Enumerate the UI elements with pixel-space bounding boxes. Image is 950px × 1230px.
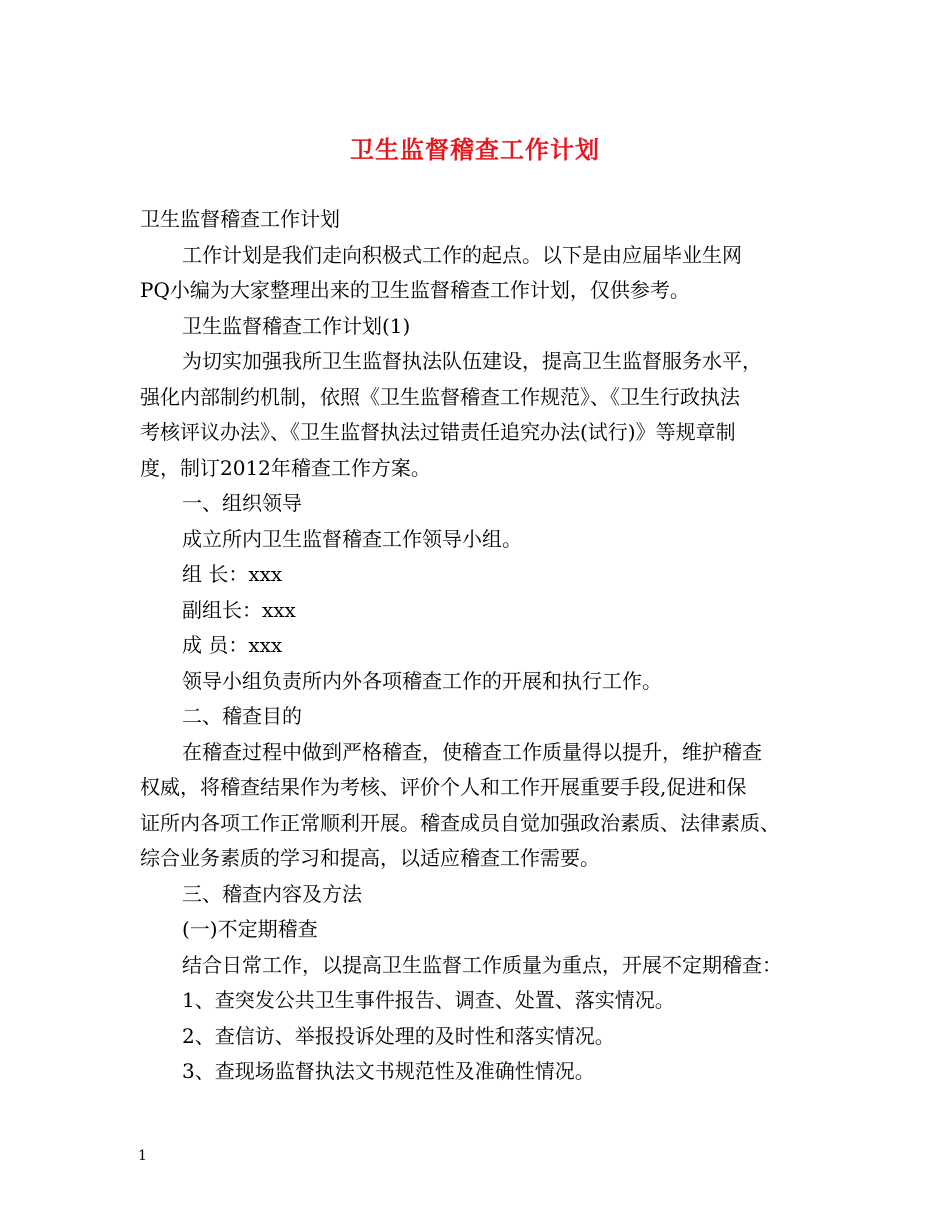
body-line: 领导小组负责所内外各项稽查工作的开展和执行工作。 xyxy=(182,668,662,693)
subsection-heading: (一)不定期稽查 xyxy=(182,917,318,941)
body-line: 成立所内卫生监督稽查工作领导小组。 xyxy=(182,526,522,551)
page-number: 1 xyxy=(138,1148,147,1164)
list-item: 2、查信访、举报投诉处理的及时性和落实情况。 xyxy=(182,1023,615,1048)
body-line: 在稽查过程中做到严格稽查，使稽查工作质量得以提升，维护稽查 xyxy=(182,739,762,764)
body-line: 工作计划是我们走向积极式工作的起点。以下是由应届毕业生网 xyxy=(182,242,742,267)
body-line: 综合业务素质的学习和提高，以适应稽查工作需要。 xyxy=(140,846,600,870)
body-line: 强化内部制约机制，依照《卫生监督稽查工作规范》、《卫生行政执法 xyxy=(140,384,740,409)
section-heading: 三、稽查内容及方法 xyxy=(182,881,362,906)
body-line: 为切实加强我所卫生监督执法队伍建设，提高卫生监督服务水平， xyxy=(182,349,762,373)
body-line: 考核评议办法》、《卫生监督执法过错责任追究办法(试行)》等规章制 xyxy=(140,420,736,444)
document-title: 卫生监督稽查工作计划 xyxy=(350,135,600,164)
body-line: 度，制订2012年稽查工作方案。 xyxy=(140,455,431,480)
document-body xyxy=(140,202,830,1090)
list-item: 3、查现场监督执法文书规范性及准确性情况。 xyxy=(182,1059,595,1083)
body-line: 副组长：xxx xyxy=(182,597,296,622)
body-line: 证所内各项工作正常顺利开展。稽查成员自觉加强政治素质、法律素质、 xyxy=(140,810,780,835)
body-line: 权威，将稽查结果作为考核、评价个人和工作开展重要手段,促进和保 xyxy=(140,775,747,799)
body-line: 卫生监督稽查工作计划(1) xyxy=(182,313,411,338)
body-line: 组 长：xxx xyxy=(182,562,283,586)
body-line: 卫生监督稽查工作计划 xyxy=(140,207,340,231)
section-heading: 二、稽查目的 xyxy=(182,704,302,728)
body-line: 成 员：xxx xyxy=(182,633,283,657)
section-heading: 一、组织领导 xyxy=(182,491,302,515)
list-item: 1、查突发公共卫生事件报告、调查、处置、落实情况。 xyxy=(182,988,675,1012)
body-line: 结合日常工作，以提高卫生监督工作质量为重点，开展不定期稽查： xyxy=(182,952,782,977)
body-line: PQ小编为大家整理出来的卫生监督稽查工作计划，仅供参考。 xyxy=(140,278,690,302)
